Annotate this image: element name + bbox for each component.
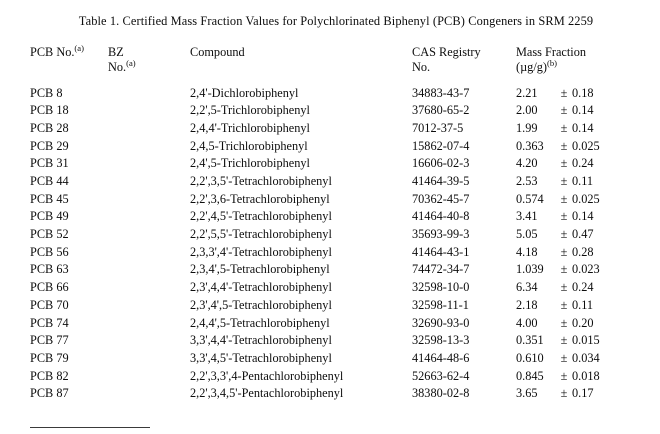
cell-bz-no: [108, 155, 190, 173]
table-row: [30, 84, 642, 102]
cell-mass-fraction: [516, 84, 642, 102]
cell-cas: 52663-62-4: [412, 368, 470, 383]
mass-fraction-uncertainty: 0.14: [572, 120, 594, 135]
cell-cas: 34883-43-7: [412, 85, 470, 100]
cell-pcb-no: PCB 8: [30, 85, 63, 100]
table-row: [30, 385, 642, 403]
cell-mass-fraction: [516, 314, 642, 332]
table-row: [30, 261, 642, 279]
cell-cas: 35693-99-3: [412, 227, 470, 242]
footnote-marker-a: (a): [74, 42, 84, 53]
cell-cas: 37680-65-2: [412, 103, 470, 118]
column-header-bz-no: [108, 45, 190, 84]
column-header-cas-line2: No.: [412, 59, 431, 74]
mass-fraction-value: 5.05: [516, 227, 538, 242]
cell-bz-no: [108, 226, 190, 244]
cell-mass-fraction: [516, 137, 642, 155]
cell-pcb-no: PCB 45: [30, 191, 69, 206]
cell-mass-fraction: [516, 367, 642, 385]
cell-bz-no: [108, 279, 190, 297]
mass-fraction-uncertainty: 0.24: [572, 156, 594, 171]
mass-fraction-value: 2.00: [516, 103, 538, 118]
table-row: [30, 349, 642, 367]
mass-fraction-uncertainty: 0.17: [572, 386, 594, 401]
table-row: [30, 279, 642, 297]
cell-compound: 2,2',5,5'-Tetrachlorobiphenyl: [190, 227, 332, 242]
plus-minus-symbol: ±: [560, 174, 568, 189]
cell-cas: 32598-11-1: [412, 297, 469, 312]
cell-bz-no: [108, 367, 190, 385]
cell-compound: 2,2',3,5'-Tetrachlorobiphenyl: [190, 174, 332, 189]
cell-compound: 2,4,4',5-Tetrachlorobiphenyl: [190, 315, 330, 330]
mass-fraction-uncertainty: 0.14: [572, 209, 594, 224]
footnote-marker-b: (b): [547, 57, 558, 68]
cell-compound: 2,3,3',4'-Tetrachlorobiphenyl: [190, 244, 332, 259]
cell-mass-fraction: [516, 385, 642, 403]
cell-mass-fraction: [516, 332, 642, 350]
footnote-divider: [30, 427, 150, 428]
table-row: [30, 155, 642, 173]
cell-bz-no: [108, 172, 190, 190]
cell-cas: 41464-40-8: [412, 209, 470, 224]
column-header-mass-fraction: [516, 45, 642, 84]
table-header: [30, 42, 642, 84]
plus-minus-symbol: ±: [560, 280, 568, 295]
cell-compound: 2,2',4,5'-Tetrachlorobiphenyl: [190, 209, 332, 224]
cell-compound: 3,3',4,4'-Tetrachlorobiphenyl: [190, 333, 332, 348]
cell-bz-no: [108, 314, 190, 332]
table-row: [30, 172, 642, 190]
mass-fraction-uncertainty: 0.025: [572, 138, 600, 153]
table-row: [30, 314, 642, 332]
cell-bz-no: [108, 190, 190, 208]
cell-mass-fraction: [516, 208, 642, 226]
cell-cas: 32598-13-3: [412, 333, 470, 348]
plus-minus-symbol: ±: [560, 156, 568, 171]
cell-compound: 2,3,4',5-Tetrachlorobiphenyl: [190, 262, 330, 277]
mass-fraction-value: 0.610: [516, 350, 544, 365]
cell-pcb-no: PCB 82: [30, 368, 69, 383]
cell-pcb-no: PCB 44: [30, 174, 69, 189]
plus-minus-symbol: ±: [560, 227, 568, 242]
mass-fraction-value: 0.574: [516, 191, 544, 206]
mass-fraction-value: 0.845: [516, 368, 544, 383]
pcb-certified-values-table: [30, 42, 642, 402]
table-caption: Table 1. Certified Mass Fraction Values for Polychlorinated Biphenyl (PCB) Congeners in SRM 2259: [78, 14, 594, 28]
table-row: [30, 296, 642, 314]
cell-bz-no: [108, 119, 190, 137]
cell-bz-no: [108, 84, 190, 102]
mass-fraction-value: 3.65: [516, 386, 538, 401]
column-header-pcb-no-label: PCB No.: [30, 45, 75, 59]
cell-cas: 38380-02-8: [412, 386, 470, 401]
cell-bz-no: [108, 208, 190, 226]
cell-compound: 2,3',4',5-Tetrachlorobiphenyl: [190, 297, 332, 312]
column-header-mass-fraction-units: (µg/g): [516, 59, 547, 74]
cell-bz-no: [108, 332, 190, 350]
cell-pcb-no: PCB 74: [30, 315, 69, 330]
column-header-bz-no-line2: No.: [108, 59, 127, 74]
table-row: [30, 243, 642, 261]
mass-fraction-uncertainty: 0.47: [572, 227, 594, 242]
cell-pcb-no: PCB 28: [30, 120, 69, 135]
table-row: [30, 208, 642, 226]
column-header-cas-line1: CAS Registry: [412, 45, 481, 59]
cell-cas: 74472-34-7: [412, 262, 470, 277]
mass-fraction-value: 3.41: [516, 209, 538, 224]
mass-fraction-uncertainty: 0.14: [572, 103, 594, 118]
table-row: [30, 119, 642, 137]
mass-fraction-uncertainty: 0.015: [572, 333, 600, 348]
cell-pcb-no: PCB 70: [30, 297, 69, 312]
mass-fraction-value: 2.18: [516, 297, 538, 312]
cell-bz-no: [108, 261, 190, 279]
plus-minus-symbol: ±: [560, 244, 568, 259]
cell-mass-fraction: [516, 261, 642, 279]
cell-bz-no: [108, 349, 190, 367]
cell-cas: 32598-10-0: [412, 280, 470, 295]
column-header-bz-no-line1: BZ: [108, 45, 124, 59]
plus-minus-symbol: ±: [560, 333, 568, 348]
cell-mass-fraction: [516, 296, 642, 314]
cell-pcb-no: PCB 77: [30, 333, 69, 348]
cell-mass-fraction: [516, 172, 642, 190]
mass-fraction-uncertainty: 0.034: [572, 350, 600, 365]
cell-bz-no: [108, 102, 190, 120]
mass-fraction-uncertainty: 0.023: [572, 262, 600, 277]
cell-compound: 2,2',5-Trichlorobiphenyl: [190, 103, 310, 118]
table-row: [30, 226, 642, 244]
mass-fraction-value: 0.351: [516, 333, 544, 348]
mass-fraction-uncertainty: 0.025: [572, 191, 600, 206]
plus-minus-symbol: ±: [560, 120, 568, 135]
plus-minus-symbol: ±: [560, 262, 568, 277]
mass-fraction-uncertainty: 0.11: [572, 174, 594, 189]
cell-mass-fraction: [516, 279, 642, 297]
cell-pcb-no: PCB 29: [30, 138, 69, 153]
mass-fraction-value: 4.18: [516, 244, 538, 259]
cell-cas: 7012-37-5: [412, 120, 464, 135]
cell-mass-fraction: [516, 190, 642, 208]
mass-fraction-value: 1.99: [516, 120, 538, 135]
table-body: [30, 84, 642, 402]
cell-pcb-no: PCB 63: [30, 262, 69, 277]
cell-bz-no: [108, 296, 190, 314]
cell-pcb-no: PCB 66: [30, 280, 69, 295]
cell-cas: 32690-93-0: [412, 315, 470, 330]
mass-fraction-value: 2.53: [516, 174, 538, 189]
table-row: [30, 367, 642, 385]
plus-minus-symbol: ±: [560, 138, 568, 153]
table-row: [30, 190, 642, 208]
mass-fraction-value: 4.20: [516, 156, 538, 171]
mass-fraction-value: 4.00: [516, 315, 538, 330]
cell-cas: 70362-45-7: [412, 191, 470, 206]
cell-compound: 2,3',4,4'-Tetrachlorobiphenyl: [190, 280, 332, 295]
cell-bz-no: [108, 137, 190, 155]
mass-fraction-uncertainty: 0.28: [572, 244, 594, 259]
cell-bz-no: [108, 243, 190, 261]
cell-mass-fraction: [516, 102, 642, 120]
cell-compound: 2,4',5-Trichlorobiphenyl: [190, 156, 310, 171]
cell-mass-fraction: [516, 226, 642, 244]
column-header-pcb-no: [30, 42, 108, 84]
cell-cas: 15862-07-4: [412, 138, 470, 153]
cell-compound: 2,4,5-Trichlorobiphenyl: [190, 138, 308, 153]
mass-fraction-value: 6.34: [516, 280, 538, 295]
table-row: [30, 137, 642, 155]
cell-pcb-no: PCB 56: [30, 244, 69, 259]
mass-fraction-uncertainty: 0.18: [572, 85, 594, 100]
mass-fraction-value: 1.039: [516, 262, 544, 277]
cell-pcb-no: PCB 49: [30, 209, 69, 224]
cell-compound: 2,2',3,3',4-Pentachlorobiphenyl: [190, 368, 344, 383]
plus-minus-symbol: ±: [560, 297, 568, 312]
cell-cas: 41464-48-6: [412, 350, 470, 365]
cell-mass-fraction: [516, 119, 642, 137]
mass-fraction-uncertainty: 0.20: [572, 315, 594, 330]
cell-mass-fraction: [516, 349, 642, 367]
cell-pcb-no: PCB 31: [30, 156, 69, 171]
plus-minus-symbol: ±: [560, 368, 568, 383]
plus-minus-symbol: ±: [560, 350, 568, 365]
cell-compound: 2,4'-Dichlorobiphenyl: [190, 85, 299, 100]
column-header-mass-fraction-line1: Mass Fraction: [516, 45, 587, 59]
mass-fraction-uncertainty: 0.24: [572, 280, 594, 295]
cell-mass-fraction: [516, 155, 642, 173]
mass-fraction-uncertainty: 0.018: [572, 368, 600, 383]
cell-compound: 2,4,4'-Trichlorobiphenyl: [190, 120, 310, 135]
cell-pcb-no: PCB 52: [30, 227, 69, 242]
mass-fraction-uncertainty: 0.11: [572, 297, 594, 312]
plus-minus-symbol: ±: [560, 103, 568, 118]
column-header-compound: Compound: [190, 45, 245, 59]
plus-minus-symbol: ±: [560, 315, 568, 330]
cell-pcb-no: PCB 18: [30, 103, 69, 118]
cell-mass-fraction: [516, 243, 642, 261]
plus-minus-symbol: ±: [560, 85, 568, 100]
cell-bz-no: [108, 385, 190, 403]
cell-compound: 2,2',3,6-Tetrachlorobiphenyl: [190, 191, 330, 206]
table-row: [30, 102, 642, 120]
mass-fraction-value: 0.363: [516, 138, 544, 153]
footnote-marker-a2: (a): [126, 57, 136, 68]
cell-compound: 2,2',3,4,5'-Pentachlorobiphenyl: [190, 386, 344, 401]
cell-pcb-no: PCB 79: [30, 350, 69, 365]
mass-fraction-value: 2.21: [516, 85, 538, 100]
cell-cas: 41464-39-5: [412, 174, 470, 189]
column-header-cas-registry-no: [412, 45, 516, 84]
cell-cas: 16606-02-3: [412, 156, 470, 171]
cell-cas: 41464-43-1: [412, 244, 470, 259]
plus-minus-symbol: ±: [560, 386, 568, 401]
plus-minus-symbol: ±: [560, 209, 568, 224]
cell-pcb-no: PCB 87: [30, 386, 69, 401]
table-row: [30, 332, 642, 350]
cell-compound: 3,3',4,5'-Tetrachlorobiphenyl: [190, 350, 332, 365]
plus-minus-symbol: ±: [560, 191, 568, 206]
